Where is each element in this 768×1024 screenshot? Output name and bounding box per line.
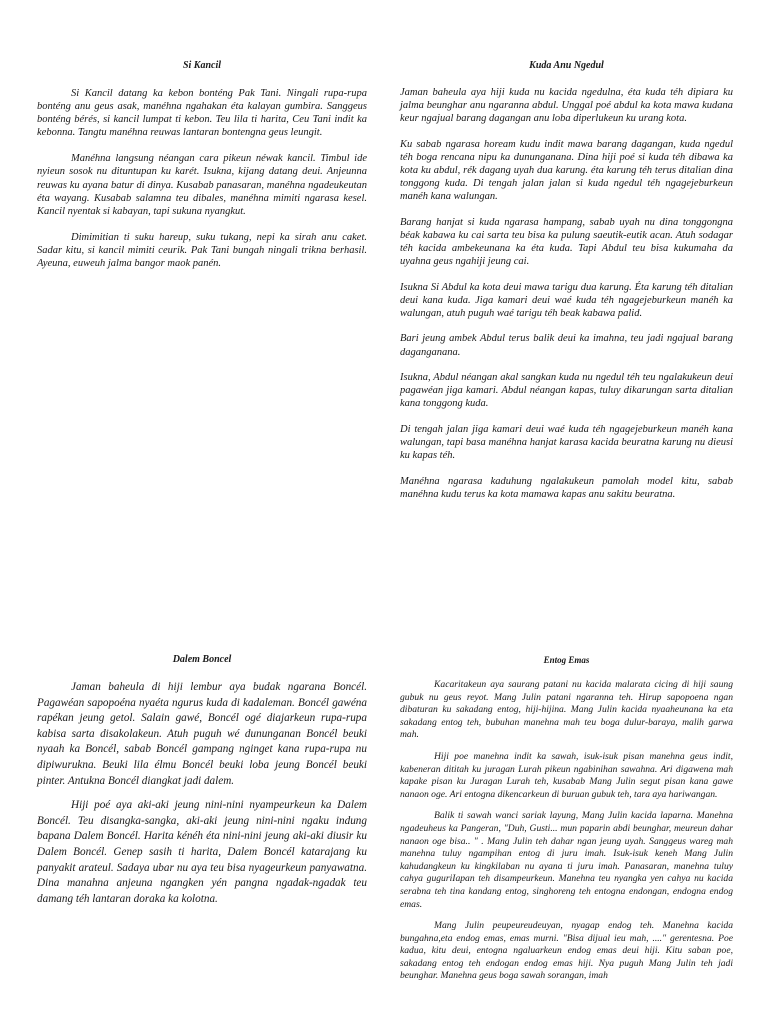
- paragraph: Dimimitian ti suku hareup, suku tukang, nepi ka sirah anu caket. Sadar kitu, si kancil mimiti ceurik. Pak Tani bungah ningali trikna berhasil. Ayeuna, euweuh jalma bangor maok panén.: [37, 231, 367, 270]
- paragraph: Bari jeung ambek Abdul terus balik deui ka imahna, teu jadi ngajual barang daganganana.: [400, 333, 733, 358]
- story-title: Dalem Boncel: [172, 654, 232, 665]
- paragraph: Jaman baheula aya hiji kuda nu kacida ngedulna, éta kuda téh dipiara ku jalma beunghar anu ngaranna abdul. Unggal poé abdul ka kota mawa kudana keur ngajual barang dagangan anu loba diperlukeun ku urang kota.: [400, 87, 733, 125]
- paragraph: Balik ti sawah wanci sariak layung, Mang Julin kacida laparna. Manehna ngadeuheus ka Pangeran, "Duh, Gusti... mun paparin abdi beunghar, meureun dahar nanaon oge bisa.. " . Mang Julin teh dahar ngan jeung uyah. Sanggeus wareg mah manehna tuluy ngampihan entog di juru imah. Isuk-isuk keneh Mang Julin kahudangkeun ku kingkilaban nu ayana ti juru imah. Panasaran, manehna tuluy cahya guguriIapan teh disampeurkeun. Manehna teu nyangka yen cahya nu kacida serabna teh tina kandang entog, singhoreng teh entogna endongan, endogna endog emas.: [400, 810, 733, 910]
- story-title: Kuda Anu Ngedul: [529, 60, 604, 71]
- paragraph: Manéhna langsung néangan cara pikeun néwak kancil. Timbul ide nyieun sosok nu dituntupan ku karét. Isukna, kijang datang deui. Anjeunna reuwas ku ayana batur di dinya. Kusabab panasaran, manéhna ngadeukeutan éta wayang. Kusabab salamna teu dibales, manéhna mimiti ngarasa kesel. Kancil nyentak si kabayan, tapi sukuna nyangkut.: [37, 153, 367, 217]
- story-dalem-boncel: [37, 654, 367, 916]
- paragraph: Isukna Si Abdul ka kota deui mawa tarigu dua karung. Éta karung téh ditalian deui kana kuda. Jiga kamari deui waé kuda téh ngagejeburkeun manéh ka walungan, atuh puguh waé tarigu téh beak kabawa palid.: [400, 281, 733, 319]
- paragraph: Jaman baheula di hiji lembur aya budak ngarana Boncél. Pagawéan sapopoéna nyaéta ngurus kuda di kadaleman. Boncél gawéna rapékan jeung getol. Salain gawé, Boncél ogé diajarkeun rupa-rupa kabisa sarta disakolakeun. Atuh puguh wé dununganan Boncél beuki nyaah ka Boncél, sabab Boncél gampang nginget kana rupa-rupa nu dipiwurukna. Beuki lila élmu Boncél beuki loba jeung Boncél beuki pinter. Antukna Boncél diangkat jadi dalem.: [37, 681, 367, 787]
- paragraph: Mang Julin peupeureudeuyan, nyagap endog teh. Manehna kacida bungahna,eta endog emas, emas murni. "Bisa dijual ieu mah, ...." gerentesna. Poe kadua, kitu deui, entogna ngaluarkeun endog emas deui hiji. Kitu saban poe, sakadang entog teh endogan endog emas hiji. Nya puguh Mang Julin teh jadi beunghar. Manehna geus boga sawah sorangan, imah: [400, 920, 733, 982]
- paragraph: Ku sabab ngarasa hoream kudu indit mawa barang dagangan, kuda ngedul téh boga rencana nipu ka dununganana. Dina hiji poé si kuda téh dibawa ka kota ku abdul, rék dagang uyah dua karung. éta karung téh terus ditalian dina tonggong kuda. Di tengah jalan jalan si kuda ngedul téh ngagejeburkeun manéh kana walungan.: [400, 138, 733, 203]
- paragraph: Di tengah jalan jiga kamari deui waé kuda téh ngagejeburkeun manéh kana walungan, tapi basa manéhna hanjat karasa kacida beuratna karung nu dieusi ku kapas téh.: [400, 423, 733, 462]
- paragraph: Barang hanjat si kuda ngarasa hampang, sabab uyah nu dina tonggongna béak kabawa ku cai sarta teu bisa ka pulung saeutik-eutik acan. Atuh sodagar téh kacida ambekeunana ka éta kuda. Tapi Abdul teu bisa kukumaha da uyahna geus ngahiji jeung cai.: [400, 216, 733, 268]
- story-title: Si Kancil: [182, 60, 222, 71]
- paragraph: Manéhna ngarasa kaduhung ngalakukeun pamolah model kitu, sabab manéhna kudu terus ka kota mamawa kapas anu sakitu beuratna.: [400, 475, 733, 500]
- story-si-kancil: [37, 60, 367, 283]
- story-kuda-anu-ngedul: [400, 60, 733, 513]
- paragraph: Hiji poe manehna indit ka sawah, isuk-isuk pisan manehna geus indit, kabeneran dititah ku juragan Lurah pikeun ngabinihan sawahna. Ari digawena mah kapake pisan ku Juragan Lurah teh, kusabab Mang Julin segut pisan kana gawe nanaon oge. Ari entogna dikencarkeun di buruan gubuk teh, tara aya hariwangan.: [400, 750, 733, 800]
- story-title: Entog Emas: [543, 655, 590, 665]
- paragraph: Hiji poé aya aki-aki jeung nini-nini nyampeurkeun ka Dalem Boncél. Teu disangka-sangka, aki-aki jeung nini-nini ngaku indung bapana Dalem Boncél. Harita kénéh éta nini-nini jeung aki-aki diusir ku Dalem Boncél. Genep sasih ti harita, Dalem Boncél katarajang ku panyakit arateul. Sadaya ubar nu aya teu bisa nyageurkeun panyawatna. Dina manahna anjeuna ngangken yén pangna ngadak-ngadak teu damang téh lantaran doraka ka kolotna.: [37, 799, 367, 905]
- story-entog-emas: [400, 655, 733, 992]
- paragraph: Kacaritakeun aya saurang patani nu kacida malarata cicing di hiji saung gubuk nu geus reyot. Mang Julin patani ngaranna teh. Hirup sapopoena ngan dibaturan ku sakadang entog, hiji-hijina. Mang Julin kacida nyaaheunana ka eta sakadang entog teh, bubuhan manehna mah teu boga dulur-baraya, malih garwa mah.: [400, 679, 733, 741]
- paragraph: Isukna, Abdul néangan akal sangkan kuda nu ngedul téh teu ngalakukeun deui pagawéan jiga kamari. Abdul néangan kapas, tuluy dikarungan sarta ditalian kana tonggong kuda.: [400, 372, 733, 410]
- paragraph: Si Kancil datang ka kebon bonténg Pak Tani. Ningali rupa-rupa bonténg anu geus asak, manéhna ngahakan éta kalayan gumbira. Sanggeus bonténg bérés, si kancil lumpat ti kebon. Teu lila ti harita, Ceu Tani indit ka kebonna. Tangtu manéhna reuwas lantaran bontengna geus leungit.: [37, 88, 367, 139]
